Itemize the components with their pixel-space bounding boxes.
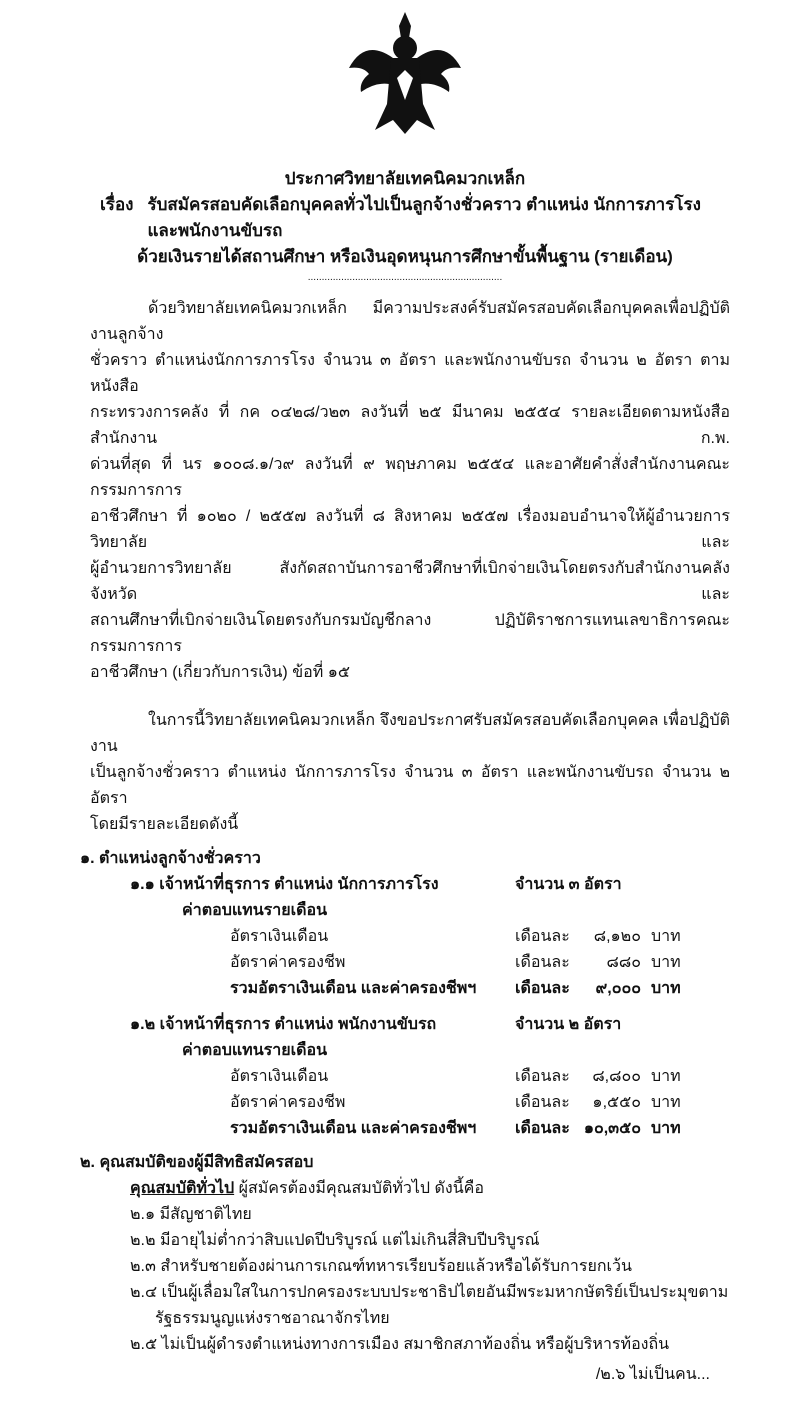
salary-label: อัตราเงินเดือน <box>230 1068 329 1085</box>
qualifications-list <box>80 1176 730 1358</box>
paragraph-line: เป็นลูกจ้างชั่วคราว ตำแหน่ง นักการภารโรง จำนวน ๓ อัตรา และพนักงานขับรถ จำนวน ๒ อัตรา <box>90 764 730 807</box>
paragraph-line: สถานศึกษาที่เบิกจ่ายเงินโดยตรงกับกรมบัญชีกลาง ปฏิบัติราชการแทนเลขาธิการคณะกรรมการการ <box>90 612 730 655</box>
position-count: จำนวน ๓ อัตรา <box>515 876 622 893</box>
paragraph-line: อาชีวศึกษา ที่ ๑๐๒๐ / ๒๕๕๗ ลงวันที่ ๘ สิงหาคม ๒๕๕๗ เรื่องมอบอำนาจให้ผู้อำนวยการวิทยาลัย และ <box>90 508 730 551</box>
amount-value: ๑,๕๕๐ <box>592 1094 641 1111</box>
total-amount <box>515 976 730 1002</box>
section-2-heading: ๒. คุณสมบัติของผู้มีสิทธิสมัครสอบ <box>80 1154 314 1171</box>
total-row <box>80 976 730 1002</box>
salary-row <box>80 1064 730 1090</box>
separator: ...................................................................... <box>307 272 503 283</box>
general-qualifications-text: ผู้สมัครต้องมีคุณสมบัติทั่วไป ดังนี้คือ <box>234 1180 484 1197</box>
total-label: รวมอัตราเงินเดือน และค่าครองชีพฯ <box>230 1120 477 1137</box>
currency-unit: บาท <box>651 1094 681 1111</box>
garuda-emblem-icon <box>345 8 465 138</box>
subject-line-2: ด้วยเงินรายได้สถานศึกษา หรือเงินอุดหนุนการศึกษาขั้นพื้นฐาน (รายเดือน) <box>137 247 673 266</box>
total-row <box>80 1116 730 1142</box>
currency-unit: บาท <box>651 1120 681 1137</box>
total-amount <box>515 1116 730 1142</box>
per-month: เดือนละ <box>515 1094 570 1111</box>
position-count: จำนวน ๒ อัตรา <box>515 1016 622 1033</box>
amount-value: ๘,๘๐๐ <box>592 1068 641 1085</box>
currency-unit: บาท <box>651 928 681 945</box>
amount-value: ๘๘๐ <box>606 954 641 971</box>
currency-unit: บาท <box>651 1068 681 1085</box>
cost-of-living-label: อัตราค่าครองชีพ <box>230 954 346 971</box>
compensation-label: ค่าตอบแทนรายเดือน <box>182 902 327 919</box>
paragraph-line: โดยมีรายละเอียดดังนี้ <box>90 816 239 833</box>
qualification-item: ๒.๔ เป็นผู้เลื่อมใสในการปกครองระบบประชาธิปไตยอันมีพระมหากษัตริย์เป็นประมุขตาม <box>130 1284 729 1301</box>
qualification-item: ๒.๓ สำหรับชายต้องผ่านการเกณฑ์ทหารเรียบร้อยแล้วหรือได้รับการยกเว้น <box>130 1258 632 1275</box>
amount-value: ๑๐,๓๕๐ <box>583 1120 641 1137</box>
per-month: เดือนละ <box>515 928 570 945</box>
subject-line-1: รับสมัครสอบคัดเลือกบุคคลทั่วไปเป็นลูกจ้างชั่วคราว ตำแหน่ง นักการภารโรงและพนักงานขับรถ <box>147 195 701 240</box>
qualification-item: ๒.๕ ไม่เป็นผู้ดำรงตำแหน่งทางการเมือง สมาชิกสภาท้องถิ่น หรือผู้บริหารท้องถิ่น <box>130 1336 670 1353</box>
compensation-label: ค่าตอบแทนรายเดือน <box>182 1042 327 1059</box>
amount-value: ๘,๑๒๐ <box>593 928 641 945</box>
per-month: เดือนละ <box>515 1068 570 1085</box>
page-continuation: /๒.๖ ไม่เป็นคน... <box>595 1366 710 1383</box>
salary-label: อัตราเงินเดือน <box>230 928 329 945</box>
salary-row <box>80 924 730 950</box>
general-qualifications-label: คุณสมบัติทั่วไป <box>130 1180 235 1197</box>
paragraph-1 <box>80 296 730 686</box>
salary-amount <box>515 1064 730 1090</box>
cost-of-living-label: อัตราค่าครองชีพ <box>230 1094 346 1111</box>
paragraph-line: ชั่วคราว ตำแหน่งนักการภารโรง จำนวน ๓ อัตรา และพนักงานขับรถ จำนวน ๒ อัตรา ตามหนังสือ <box>90 352 730 395</box>
qualification-item-continued: รัฐธรรมนูญแห่งราชอาณาจักรไทย <box>155 1310 390 1327</box>
total-label: รวมอัตราเงินเดือน และค่าครองชีพฯ <box>230 980 477 997</box>
paragraph-line: ผู้อำนวยการวิทยาลัย สังกัดสถาบันการอาชีวศึกษาที่เบิกจ่ายเงินโดยตรงกับสำนักงานคลังจังหวัด และ <box>90 560 730 603</box>
salary-amount <box>515 924 730 950</box>
per-month: เดือนละ <box>515 980 570 997</box>
qualification-item: ๒.๒ มีอายุไม่ต่ำกว่าสิบแปดปีบริบูรณ์ แต่ไม่เกินสี่สิบปีบริบูรณ์ <box>130 1232 540 1249</box>
document-title: ประกาศวิทยาลัยเทคนิคมวกเหล็ก <box>284 169 526 188</box>
section-1-heading: ๑. ตำแหน่งลูกจ้างชั่วคราว <box>80 850 261 867</box>
paragraph-2 <box>80 708 730 838</box>
paragraph-line: กระทรวงการคลัง ที่ กค ๐๔๒๘/ว๒๓ ลงวันที่ ๒๕ มีนาคม ๒๕๕๔ รายละเอียดตามหนังสือสำนักงาน ก.พ. <box>90 404 730 447</box>
cost-of-living-amount <box>515 950 730 976</box>
qualification-item: ๒.๑ มีสัญชาติไทย <box>130 1206 252 1223</box>
paragraph-line: อาชีวศึกษา (เกี่ยวกับการเงิน) ข้อที่ ๑๕ <box>90 664 351 681</box>
subject-label: เรื่อง <box>100 195 134 214</box>
cost-of-living-row <box>80 1090 730 1116</box>
paragraph-line: ด่วนที่สุด ที่ นร ๑๐๐๘.๑/ว๙ ลงวันที่ ๙ พฤษภาคม ๒๕๕๔ และอาศัยคำสั่งสำนักงานคณะกรรมการการ <box>90 456 730 499</box>
position-title: ๑.๒ เจ้าหน้าที่ธุรการ ตำแหน่ง พนักงานขับรถ <box>130 1016 437 1033</box>
paragraph-line: ในการนี้วิทยาลัยเทคนิคมวกเหล็ก จึงขอประกาศรับสมัครสอบคัดเลือกบุคคล เพื่อปฏิบัติงาน <box>90 712 730 755</box>
cost-of-living-amount <box>515 1090 730 1116</box>
subject <box>80 192 730 244</box>
per-month: เดือนละ <box>515 1120 570 1137</box>
amount-value: ๙,๐๐๐ <box>595 980 641 997</box>
currency-unit: บาท <box>651 980 681 997</box>
per-month: เดือนละ <box>515 954 570 971</box>
cost-of-living-row <box>80 950 730 976</box>
position-row <box>80 1012 730 1038</box>
position-title: ๑.๑ เจ้าหน้าที่ธุรการ ตำแหน่ง นักการภารโรง <box>130 876 439 893</box>
paragraph-line: ด้วยวิทยาลัยเทคนิคมวกเหล็ก มีความประสงค์รับสมัครสอบคัดเลือกบุคคลเพื่อปฏิบัติงานลูกจ้าง <box>90 300 730 343</box>
position-row <box>80 872 730 898</box>
currency-unit: บาท <box>651 954 681 971</box>
general-qualifications <box>130 1176 730 1202</box>
